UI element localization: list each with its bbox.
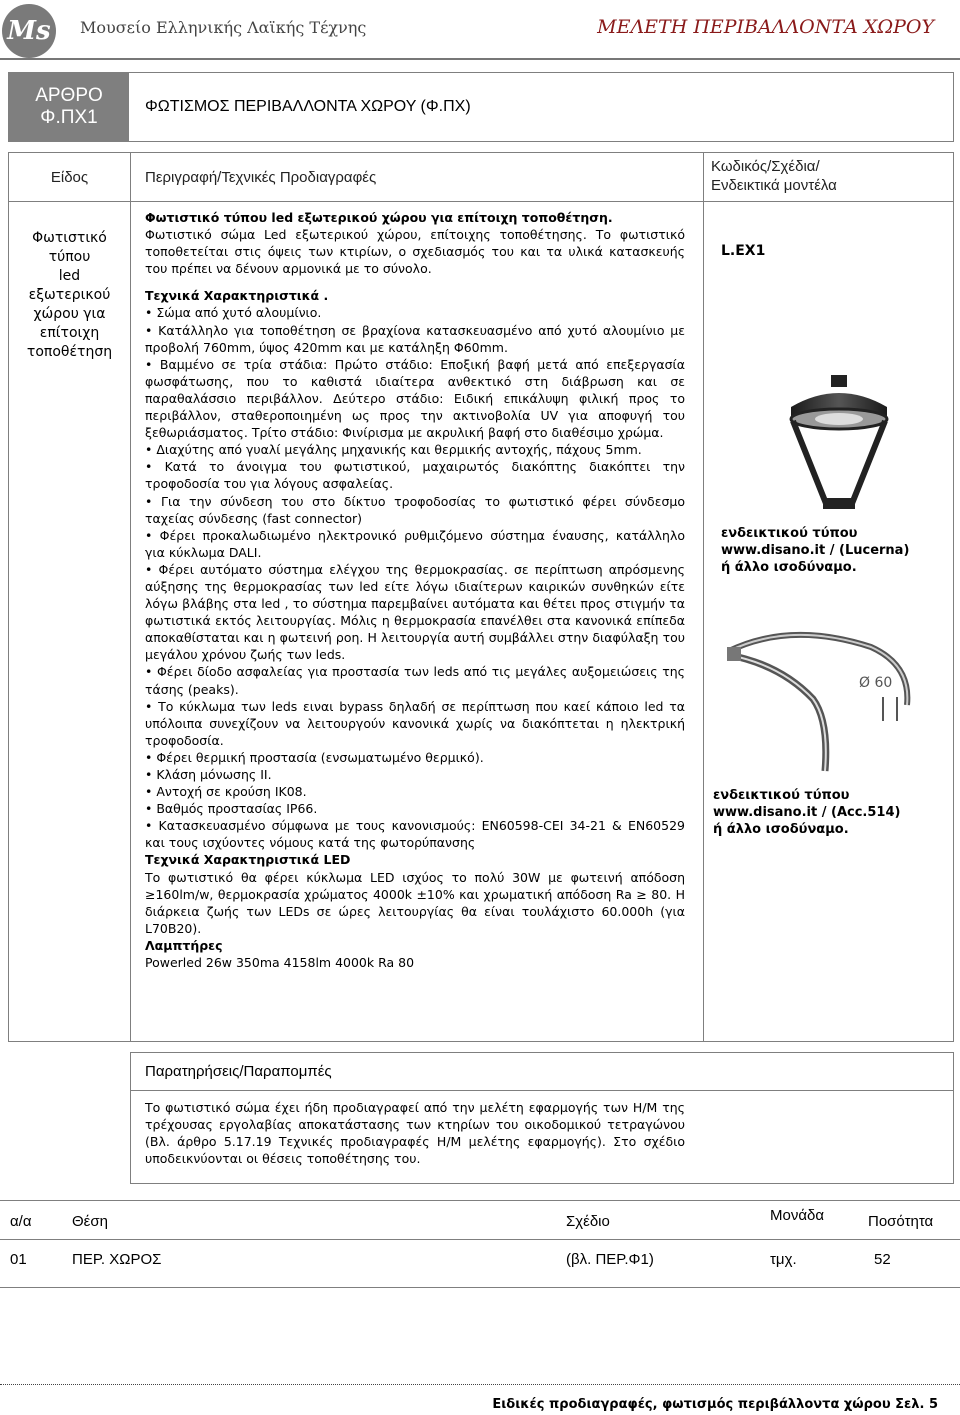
kind-line: τύπου [48,249,91,265]
column-divider [130,153,131,1041]
tech-item: • Φέρει αυτόματο σύστημα ελέγχου της θερμοκρασίας. σε περίπτωση απρόσμενης αύξησης της θερμοκρασίας των led είτε λόγω ιδιαίτερων καιρικών συνθηκών είτε λόγω βλάβης στα led , το σύστημα παρεμβαίνει αυτόματα και θέτει προς στιγμήν τα φωτιστικά εκτός λειτουργίας. Μόλις η θερμοκρασία επανέλθει στα κανονικά επίπεδα αποκαθίσταται και η φωτεινή ροη. Η λειτουργία αυτή συμβάλλει στην διαφύλαξη του μεγάλου χρόνου ζωής των leds. [145,561,685,663]
kind-line: επίτοιχη [39,325,100,341]
qty-header-unit: Μονάδα [770,1207,825,1224]
article-label-1: ΑΡΘΡΟ [35,85,103,106]
led-text: Το φωτιστικό θα φέρει κύκλωμα LED ισχύος το πολύ 30W με φωτεινή απόδοση ≥160lm/w, θερμοκρασία χρώματος 4000k ±10% και χρωματική απόδοση Ra ≥ 80. Η διάρκεια ζωής των LEDs σε ώρες λειτουργίας θα είναι τουλάχιστο 60.000h (για L70B20). [145,869,685,936]
qty-header-aa: α/α [10,1213,32,1230]
tech-item: • Κατά το άνοιγμα του φωτιστικού, μαχαιρωτός διακόπτης διακόπτει την τροφοδοσία του για λόγους ασφαλείας. [145,459,685,492]
kind-line: χώρου για [33,306,106,322]
footer-divider [0,1384,960,1385]
kind-line: Φωτιστικό [32,230,107,246]
tech-item: • Φέρει προκαλωδιωμένο ηλεκτρονικό ρυθμιζόμενο σύστημα έναυσης, κατάλληλο για κύκλωμα DALI. [145,527,685,560]
kind-line: τοποθέτηση [26,344,113,360]
tech-item: • Κατάλληλο για τοποθέτηση σε βραχίονα κατασκευασμένο από χυτό αλουμίνιο με προβολή 760mm, ύψος 420mm και με κατάληξη Φ60mm. [145,322,685,355]
header-row-divider [9,201,953,202]
header-code-line: Κωδικός/Σχέδια/ [711,158,820,175]
qty-header-position: Θέση [72,1213,108,1230]
study-title: ΜΕΛΕΤΗ ΠΕΡΙΒΑΛΛΟΝΤΑ ΧΩΡΟΥ [597,16,934,38]
remarks-box [130,1052,954,1184]
header-code-line: Ενδεικτικά μοντέλα [711,177,837,194]
tech-item: • Φέρει θερμική προστασία (ενσωματωμένο θερμικό). [145,749,484,765]
article-title: ΦΩΤΙΣΜΟΣ ΠΕΡΙΒΑΛΛΟΝΤΑ ΧΩΡΟΥ (Φ.ΠΧ) [145,98,471,115]
column-divider [703,153,704,1041]
lantern-image [769,373,909,513]
bracket-dimension-label: Ø 60 [859,675,893,691]
tech-item: • Κλάση μόνωσης ΙΙ. [145,767,272,782]
note-line: ή άλλο ισοδύναμο. [721,560,857,575]
tech-item: • Σώμα από χυτό αλουμίνιο. [145,305,322,321]
museum-logo: Ms [2,4,56,58]
kind-line: led [58,268,81,284]
qty-cell-aa: 01 [10,1251,27,1268]
museum-name: Μουσείο Ελληνικής Λαϊκής Τέχνης [80,18,367,37]
lamps-heading: Λαμπτήρες [145,937,223,953]
qty-cell-position: ΠΕΡ. ΧΩΡΟΣ [72,1251,162,1268]
note-line: www.disano.it / (Lucerna) [721,543,910,558]
note-line: www.disano.it / (Acc.514) [713,805,901,820]
tech-item: • Βαμμένο σε τρία στάδια: Πρώτο στάδιο: Εποξική βαφή μετά από επεξεργασία φωσφάτωσης, που το καθιστά ιδιαίτερα ανθεκτικό στη διάβρωση και σε παραθαλάσσιο περιβάλλον. Δεύτερο στάδιο: Ειδική επικάλυψη φιλική προς το περιβάλλον, σταθεροποιημένη ως προς την ακτινοβολία UV για αποφυγή του ξεθωριάσματος. Τρίτο στάδιο: Φινίρισμα με ακρυλική βαφή στο διαθέσιμο χρώμα. [145,356,685,441]
header-divider [0,58,960,60]
footer-text: Ειδικές προδιαγραφές, φωτισμός περιβάλλοντα χώρου Σελ. 5 [492,1397,938,1412]
model-note-2 [713,787,900,838]
tech-item: • Διαχύτης από γυαλί μεγάλης μηχανικής και θερμικής αντοχής, πάχους 5mm. [145,442,642,458]
tech-item: • Το κύκλωμα των leds ειναι bypass δηλαδή σε περίπτωση που καεί κάποιο led τα υπόλοιπα συνεχίζουν να λειτουργούν κανονικά χωρίς να διακόπτεται η ηλεκτρική τροφοδοσία. [145,698,685,748]
qty-cell-drawing: (βλ. ΠΕΡ.Φ1) [566,1251,654,1268]
kind-line: εξωτερικού [28,287,111,303]
tech-item: • Φέρει δίοδο ασφαλείας για προστασία των leds από τις μεγάλες αυξομειώσεις της τάσης (peaks). [145,664,685,697]
remarks-title: Παρατηρήσεις/Παραπομπές [131,1053,953,1091]
header-description: Περιγραφή/Τεχνικές Προδιαγραφές [145,169,377,186]
quantities-divider [0,1239,960,1240]
qty-cell-quantity: 52 [874,1251,891,1268]
bracket-image [721,625,921,775]
qty-cell-unit: τμχ. [770,1251,797,1268]
qty-header-drawing: Σχέδιο [566,1213,610,1230]
note-line: ενδεικτικού τύπου [721,526,858,541]
desc-intro: Φωτιστικό σώμα Led εξωτερικού χώρου, επίτοιχης τοποθέτησης. Το φωτιστικό τοποθετείται στις όψεις των κτιρίων, ο σχεδιασμός του και τα υλικά κατασκευής του πρέπει να δένουν αρμονικά με το σύνολο. [145,227,685,277]
tech-item: • Κατασκευασμένο σύμφωνα με τους κανονισμούς: EN60598-CEI 34-21 & EN60529 και τους ισχύοντες νόμους κατά της φωτορύπανσης [145,818,685,851]
article-code [9,73,129,141]
tech-item: • Βαθμός προστασίας IP66. [145,801,318,817]
article-row [8,72,954,142]
item-code: L.EX1 [721,243,766,259]
quantities-table [0,1200,960,1288]
item-kind [9,229,130,362]
header-code [711,157,837,195]
model-note-1 [721,525,909,576]
desc-title: Φωτιστικό τύπου led εξωτερικού χώρου για επίτοιχη τοποθέτηση. [145,210,613,225]
led-heading: Τεχνικά Χαρακτηριστικά LED [145,852,351,868]
lamps-text: Powerled 26w 350ma 4158lm 4000k Ra 80 [145,955,415,971]
qty-header-quantity: Ποσότητα [868,1213,934,1230]
tech-item: • Για την σύνδεση του στο δίκτυο τροφοδοσίας το φωτιστικό φέρει σύνδεσμο ταχείας σύνδεσης (fast connector) [145,493,685,526]
tech-item: • Αντοχή σε κρούση ΙΚ08. [145,784,307,800]
spec-table [8,152,954,1042]
note-line: ενδεικτικού τύπου [713,788,850,803]
header-kind: Είδος [50,169,89,186]
note-line: ή άλλο ισοδύναμο. [713,822,849,837]
remarks-body: Το φωτιστικό σώμα έχει ήδη προδιαγραφεί από την μελέτη εφαρμογής των Η/Μ της τρέχουσας εργολαβίας αποκατάστασης των κτηρίων του οικοδομικού τετραγώνου (Βλ. άρθρο 5.17.19 Τεχνικές προδιαγραφές Η/Μ μελέτης εφαρμογής). Στο σχέδιο υποδεικνύονται οι θέσεις τοποθέτησης του. [145,1100,685,1166]
article-label-2: Φ.ΠΧ1 [40,107,98,128]
item-description [145,209,685,971]
tech-heading: Τεχνικά Χαρακτηριστικά . [145,288,329,304]
